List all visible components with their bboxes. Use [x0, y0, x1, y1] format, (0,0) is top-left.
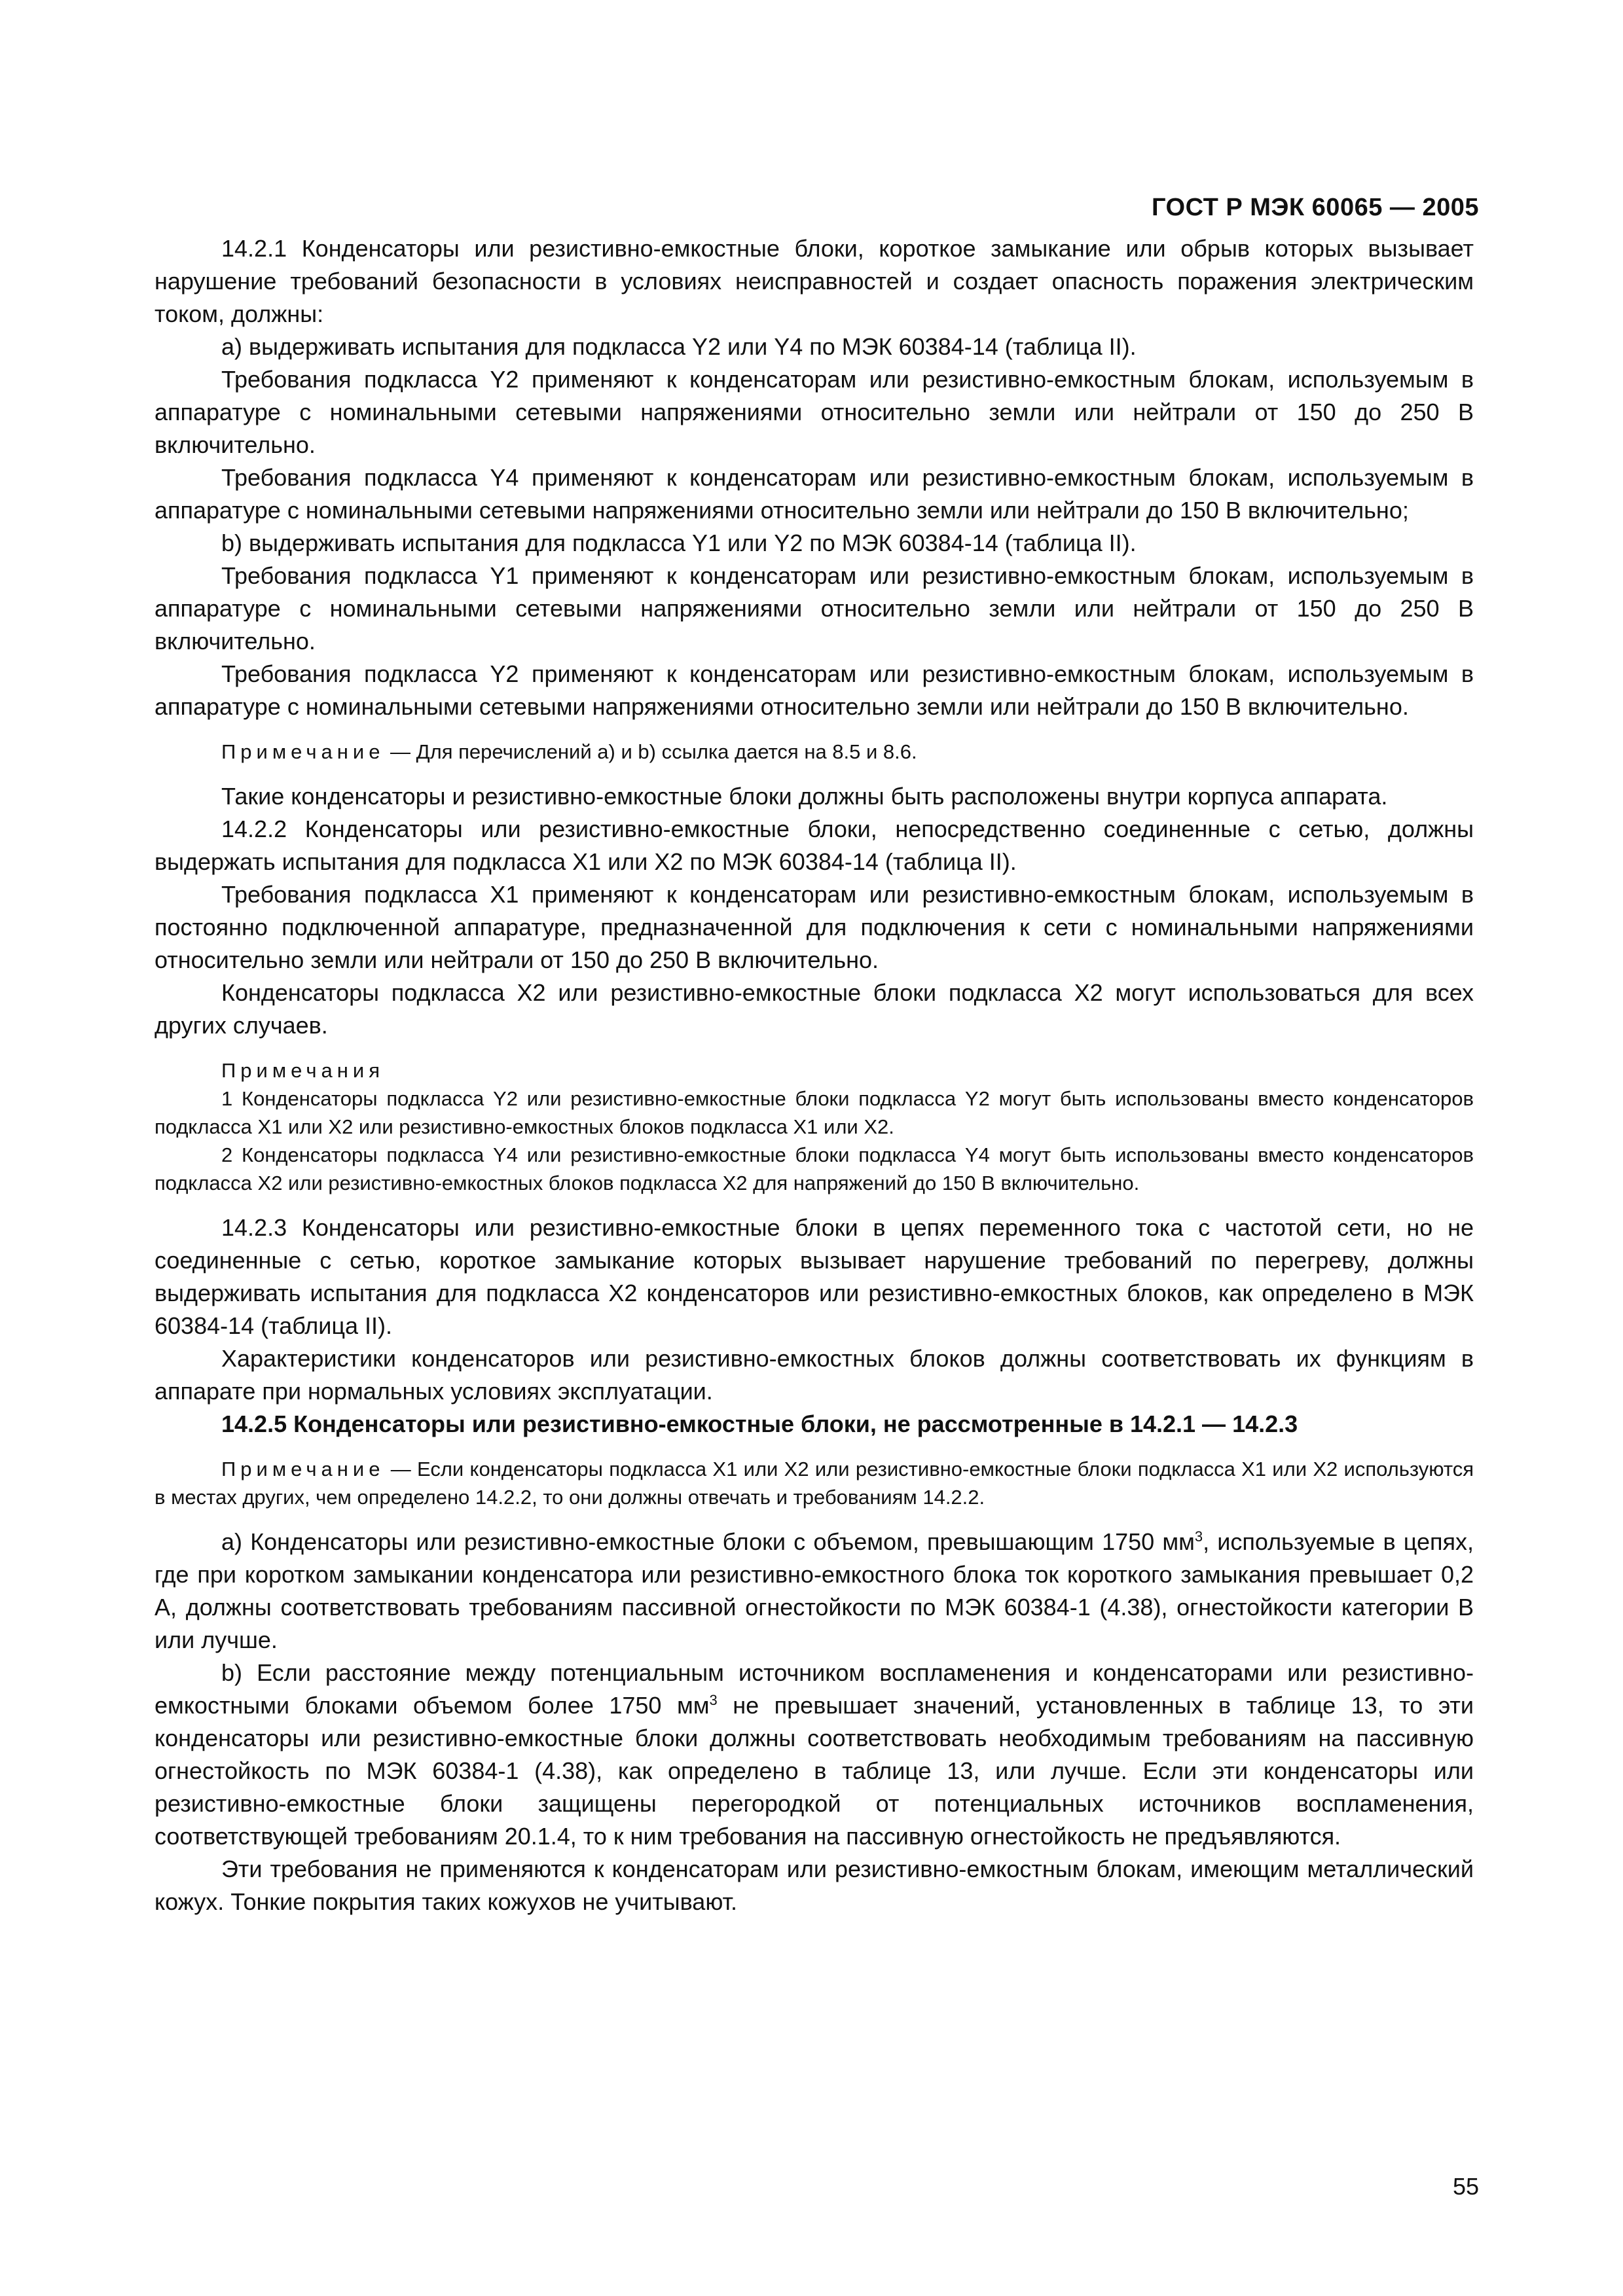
paragraph: Эти требования не применяются к конденсаторам или резистивно-емкостным блокам, имеющим металлический кожух. Тонкие покрытия таких кожухов не учитывают.	[155, 1856, 1474, 1915]
note-block	[155, 1455, 1474, 1511]
document-header: ГОСТ Р МЭК 60065 — 2005	[1151, 194, 1479, 221]
note	[155, 1455, 1474, 1511]
note-block	[155, 738, 1474, 766]
paragraph-14-2-1: 14.2.1 Конденсаторы или резистивно-емкостные блоки, короткое замыкание или обрыв которых вызывает нарушение требований безопасности в условиях неисправностей и создает опасность поражения электрическим током, должны:	[155, 235, 1474, 327]
page-number: 55	[1452, 2173, 1479, 2200]
text-span: а) Конденсаторы или резистивно-емкостные блоки с объемом, превышающим 1750 мм	[221, 1528, 1195, 1555]
paragraph: Требования подкласса Y2 применяют к конденсаторам или резистивно-емкостным блокам, используемым в аппаратуре с номинальными сетевыми напряжениями относительно земли или нейтрали до 150 В включительно.	[155, 660, 1474, 720]
superscript: 3	[709, 1692, 718, 1708]
document-body	[155, 232, 1474, 1918]
notes-label	[155, 1056, 1474, 1085]
paragraph-14-2-3: 14.2.3 Конденсаторы или резистивно-емкостные блоки в цепях переменного тока с частотой сети, но не соединенные с сетью, короткое замыкание которых вызывает нарушение требований по перегреву, должны выдерживать испытания для подкласса X2 конденсаторов или резистивно-емкостных блоков, как определено в МЭК 60384-14 (таблица II).	[155, 1214, 1474, 1339]
note-label: Примечание	[221, 1458, 385, 1480]
note-item-2: 2 Конденсаторы подкласса Y4 или резистивно-емкостные блоки подкласса Y4 могут быть использованы вместо конденсаторов подкласса X2 или резистивно-емкостных блоков подкласса X2 для напряжений до 150 В включительно.	[155, 1143, 1474, 1194]
text-span: , используемые в цепях, где при коротком замыкании конденсатора или резистивно-емкостного блока ток короткого замыкания превышает 0,2 А, должны соответствовать требованиям пассивной огнестойкости по МЭК 60384-1 (4.38), огнестойкости категории В или лучше.	[155, 1528, 1474, 1653]
paragraph: Требования подкласса Y1 применяют к конденсаторам или резистивно-емкостным блокам, используемым в аппаратуре с номинальными сетевыми напряжениями относительно земли или нейтрали от 150 до 250 В включительно.	[155, 562, 1474, 655]
note-item-1: 1 Конденсаторы подкласса Y2 или резистивно-емкостные блоки подкласса Y2 могут быть использованы вместо конденсаторов подкласса X1 или X2 или резистивно-емкостных блоков подкласса X1 или X2.	[155, 1087, 1474, 1138]
note	[155, 738, 1474, 766]
paragraph: Характеристики конденсаторов или резистивно-емкостных блоков должны соответствовать их функциям в аппарате при нормальных условиях эксплуатации.	[155, 1345, 1474, 1405]
paragraph: Требования подкласса X1 применяют к конденсаторам или резистивно-емкостным блокам, используемым в постоянно подключенной аппаратуре, предназначенной для подключения к сети с номинальными напряжениями относительно земли или нейтрали от 150 до 250 В включительно.	[155, 881, 1474, 973]
note-text: — Если конденсаторы подкласса X1 или X2 или резистивно-емкостные блоки подкласса X1 или X2 используются в местах других, чем определено 14.2.2, то они должны отвечать и требованиям 14.2.2.	[155, 1458, 1474, 1509]
superscript: 3	[1194, 1528, 1203, 1545]
paragraph: Конденсаторы подкласса X2 или резистивно-емкостные блоки подкласса X2 могут использоваться для всех других случаев.	[155, 979, 1474, 1039]
paragraph-item-b	[155, 1657, 1474, 1853]
notes-label-text: Примечания	[221, 1059, 384, 1082]
paragraph-item-a: а) выдерживать испытания для подкласса Y2 или Y4 по МЭК 60384-14 (таблица II).	[221, 333, 1137, 360]
paragraph-item-a	[155, 1526, 1474, 1657]
notes-block	[155, 1056, 1474, 1197]
paragraph: Такие конденсаторы и резистивно-емкостные блоки должны быть расположены внутри корпуса аппарата.	[221, 783, 1388, 810]
note-text: — Для перечислений а) и b) ссылка дается на 8.5 и 8.6.	[384, 740, 917, 763]
paragraph: Требования подкласса Y2 применяют к конденсаторам или резистивно-емкостным блокам, используемым в аппаратуре с номинальными сетевыми напряжениями относительно земли или нейтрали от 150 до 250 В включительно.	[155, 366, 1474, 458]
text-span: b) Если расстояние между потенциальным источником воспламенения и конденсаторами или резистивно-емкостными блоками объемом более 1750 мм	[155, 1659, 1474, 1719]
paragraph-14-2-2: 14.2.2 Конденсаторы или резистивно-емкостные блоки, непосредственно соединенные с сетью, должны выдержать испытания для подкласса X1 или X2 по МЭК 60384-14 (таблица II).	[155, 816, 1474, 875]
paragraph: Требования подкласса Y4 применяют к конденсаторам или резистивно-емкостным блокам, используемым в аппаратуре с номинальными сетевыми напряжениями относительно земли или нейтрали до 150 В включительно;	[155, 464, 1474, 524]
note-label: Примечание	[221, 740, 385, 763]
text-span: не превышает значений, установленных в таблице 13, то эти конденсаторы или резистивно-емкостные блоки должны соответствовать необходимым требованиям на пассивную огнестойкость по МЭК 60384-1 (4.38), как определено в таблице 13, или лучше. Если эти конденсаторы или резистивно-емкостные блоки защищены перегородкой от потенциальных источников воспламенения, соответствующей требованиям 20.1.4, то к ним требования на пассивную огнестойкость не предъявляются.	[155, 1692, 1474, 1850]
section-heading-14-2-5: 14.2.5 Конденсаторы или резистивно-емкостные блоки, не рассмотренные в 14.2.1 — 14.2.3	[221, 1410, 1298, 1437]
paragraph-item-b: b) выдерживать испытания для подкласса Y1 или Y2 по МЭК 60384-14 (таблица II).	[221, 529, 1137, 556]
